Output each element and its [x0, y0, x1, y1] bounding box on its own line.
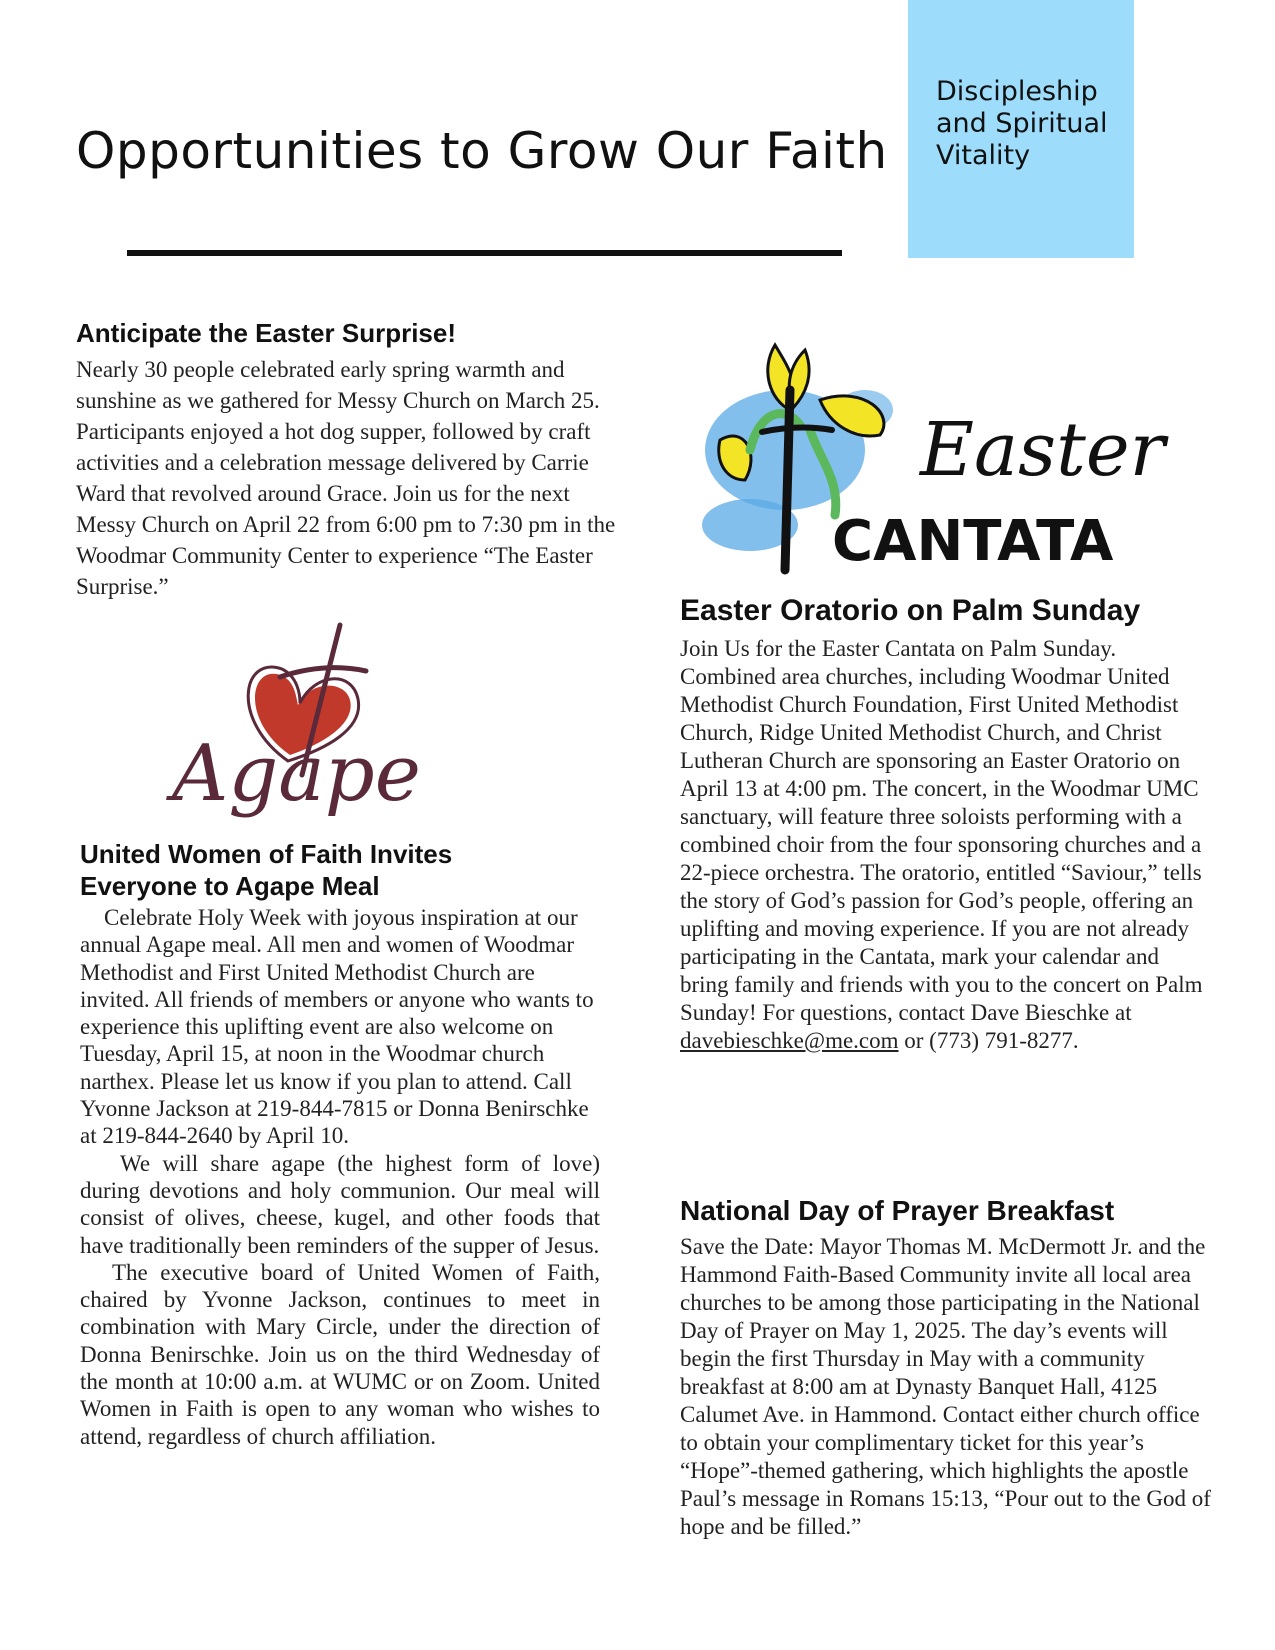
oratorio-heading: Easter Oratorio on Palm Sunday — [680, 594, 1141, 627]
title-divider — [127, 250, 842, 256]
prayer-text: Save the Date: Mayor Thomas M. McDermott Jr. and the Hammond Faith-Based Community invite all local area churches to be among those participating in the National Day of Prayer on May 1, 2025. The day’s events will begin the first Thursday in May with a community breakfast at 8:00 am at Dynasty Banquet Hall, 4125 Calumet Ave. in Hammond. Contact either church office to obtain your complimentary ticket for this year’s “Hope”-themed gathering, which highlights the apostle Paul’s message in Romans 15:13, “Pour out to the God of hope and be filled.” — [680, 1234, 1211, 1539]
cantata-logo-line2: CANTATA — [832, 509, 1114, 574]
agape-paragraph: We will share agape (the highest form of love) during devotions and holy communion. Our meal will consist of olives, cheese, kugel, and other foods that have traditionally been reminders of the supper of Jesus. — [80, 1150, 600, 1258]
section-tag-line: Discipleship — [936, 76, 1098, 107]
section-tag-line: and Spiritual — [936, 108, 1108, 139]
oratorio-text — [680, 635, 1210, 1055]
section-tag — [908, 0, 1134, 258]
agape-paragraph: The executive board of United Women of Faith, chaired by Yvonne Jackson, continues to meet in combination with Mary Circle, under the direction of Donna Benirschke. Join us on the third Wednesday of the month at 10:00 a.m. at WUMC or on Zoom. United Women in Faith is open to any woman who wishes to attend, regardless of church affiliation. — [80, 1259, 600, 1449]
agape-heading — [80, 838, 600, 902]
prayer-body — [680, 1233, 1215, 1541]
oratorio-body — [680, 635, 1210, 1055]
email-link[interactable]: davebieschke@me.com — [680, 1028, 899, 1053]
section-tag-line: Vitality — [936, 140, 1031, 171]
cantata-logo-line1: Easter — [920, 407, 1166, 493]
cross-icon — [785, 390, 790, 570]
agape-logo-text: Agape — [172, 729, 421, 819]
oratorio-text-main: Join Us for the Easter Cantata on Palm Sunday. Combined area churches, including Woodmar United Methodist Church Foundation, First United Methodist Church, Ridge United Methodist Church, and Christ Lutheran Church are sponsoring an Easter Oratorio on April 13 at 4:00 pm. The concert, in the Woodmar UMC sanctuary, will feature three soloists performing with a combined choir from the four sponsoring churches and a 22-piece orchestra. The oratorio, entitled “Saviour,” tells the story of God’s passion for God’s people, offering an uplifting and moving experience. If you are not already participating in the Cantata, mark your calendar and bring family and friends with you to the concert on Palm Sunday! For questions, contact Dave Bieschke at — [680, 636, 1203, 1025]
easter-cantata-logo — [690, 330, 1166, 575]
oratorio-text-tail: or (773) 791-8277. — [898, 1028, 1079, 1053]
prayer-heading: National Day of Prayer Breakfast — [680, 1195, 1115, 1226]
agape-paragraph: Celebrate Holy Week with joyous inspiration at our annual Agape meal. All men and women of Woodmar Methodist and First United Methodist Church are invited. All friends of members or anyone who wants to experience this uplifting event are also welcome on Tuesday, April 15, at noon in the Woodmar church narthex. Please let us know if you plan to attend. Call Yvonne Jackson at 219-844-7815 or Donna Benirschke at 219-844-2640 by April 10. — [80, 905, 594, 1149]
easter-surprise-body — [76, 354, 616, 602]
agape-heading-line: United Women of Faith Invites — [80, 839, 453, 869]
easter-surprise-heading: Anticipate the Easter Surprise! — [76, 318, 456, 348]
agape-body — [80, 904, 600, 1450]
agape-heading-line: Everyone to Agape Meal — [80, 871, 380, 901]
easter-surprise-text: Nearly 30 people celebrated early spring warmth and sunshine as we gathered for Messy Church on March 25. Participants enjoyed a hot dog supper, followed by craft activities and a celebration message delivered by Carrie Ward that revolved around Grace. Join us for the next Messy Church on April 22 from 6:00 pm to 7:30 pm in the Woodmar Community Center to experience “The Easter Surprise.” — [76, 357, 616, 599]
page-title: Opportunities to Grow Our Faith — [76, 122, 888, 180]
agape-logo — [170, 625, 420, 850]
